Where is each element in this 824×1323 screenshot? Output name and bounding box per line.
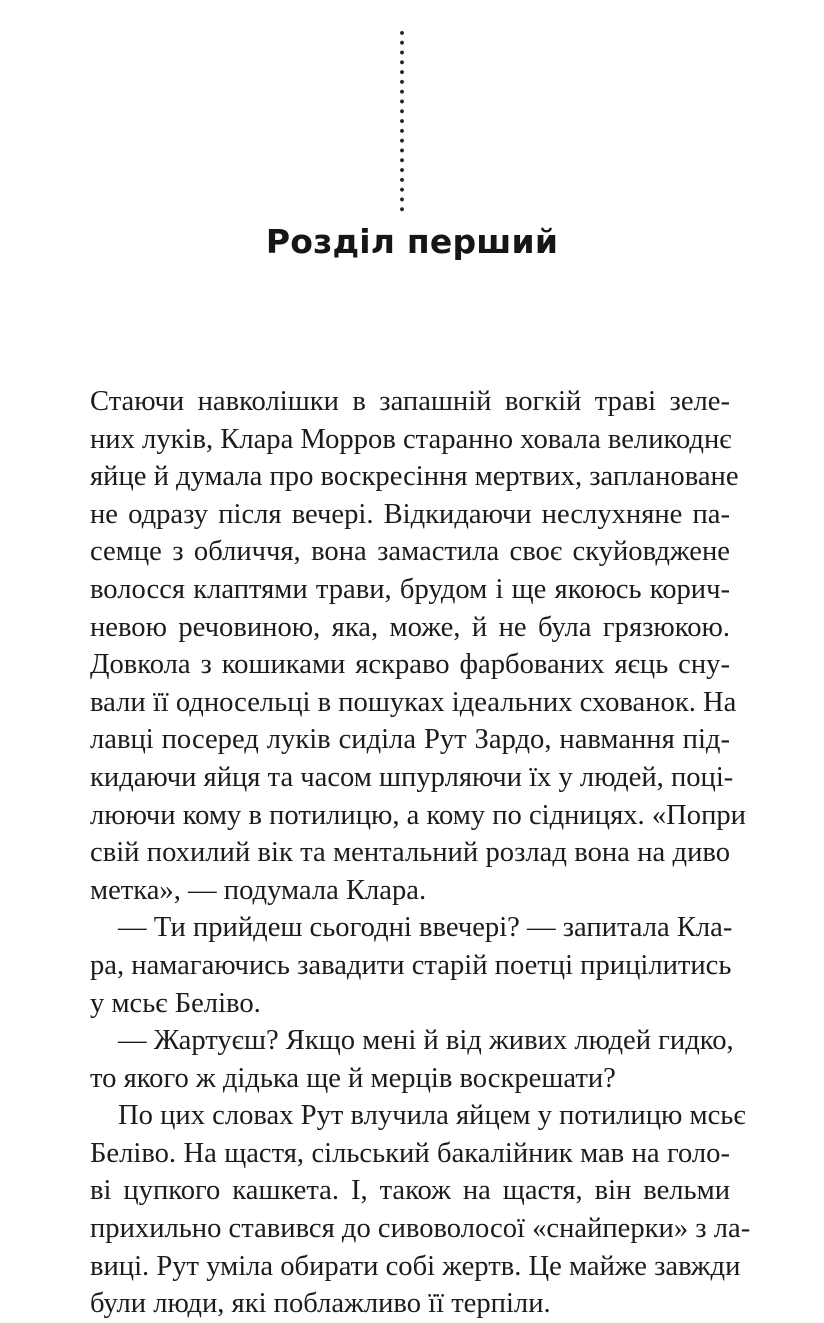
text-line: Стаючи навколішки в запашній вогкій траві зеле- — [90, 386, 730, 417]
text-line: семце з обличчя, вона замастила своє скуйовджене — [90, 536, 730, 568]
text-line: люючи кому в потилицю, а кому по сідницях. «Попри — [90, 799, 746, 831]
text-line: свій похилий вік та ментальний розлад вона на диво — [90, 837, 730, 869]
decorative-dotted-line — [399, 28, 405, 214]
text-line: яйце й думала про воскресіння мертвих, заплановане — [90, 461, 739, 493]
text-line: кидаючи яйця та часом шпурляючи їх у людей, поці- — [90, 761, 734, 793]
text-line: метка», — подумала Клара. — [90, 874, 427, 906]
text-line: були люди, які поблажливо її терпіли. — [90, 1288, 551, 1320]
text-line: то якого ж дідька ще й мерців воскрешати? — [90, 1062, 616, 1094]
text-line: лавці посеред луків сиділа Рут Зардо, навмання під- — [90, 724, 730, 756]
dialogue-line: — Жартуєш? Якщо мені й від живих людей гидко, — [118, 1025, 734, 1057]
text-line: виці. Рут уміла обирати собі жертв. Це майже завжди — [90, 1250, 741, 1282]
text-line: прихильно ставився до сивоволосої «снайперки» з ла- — [90, 1213, 751, 1245]
chapter-body — [90, 383, 751, 1323]
text-line: Довкола з кошиками яскраво фарбованих яєць сну- — [90, 649, 730, 681]
dialogue-line: — Ти прийдеш сьогодні ввечері? — запитала Кла- — [118, 912, 733, 944]
paragraph-start-line: По цих словах Рут влучила яйцем у потилицю мсьє — [118, 1100, 746, 1132]
text-line: ра, намагаючись завадити старій поетці прицілитись — [90, 949, 732, 981]
text-line: ві цупкого кашкета. І, також на щастя, він вельми — [90, 1175, 730, 1207]
text-line: невою речовиною, яка, може, й не була грязюкою. — [90, 611, 730, 643]
text-line: у мсьє Беліво. — [90, 987, 261, 1019]
text-line: не одразу після вечері. Відкидаючи неслухняне па- — [90, 498, 730, 530]
text-line: вали її односельці в пошуках ідеальних схованок. На — [90, 686, 737, 718]
text-line: них луків, Клара Морров старанно ховала великоднє — [90, 423, 732, 455]
text-line: волосся клаптями трави, брудом і ще якоюсь корич- — [90, 573, 730, 605]
chapter-title: Розділ перший — [265, 222, 559, 261]
text-line: Беліво. На щастя, сільський бакалійник мав на голо- — [90, 1137, 730, 1169]
